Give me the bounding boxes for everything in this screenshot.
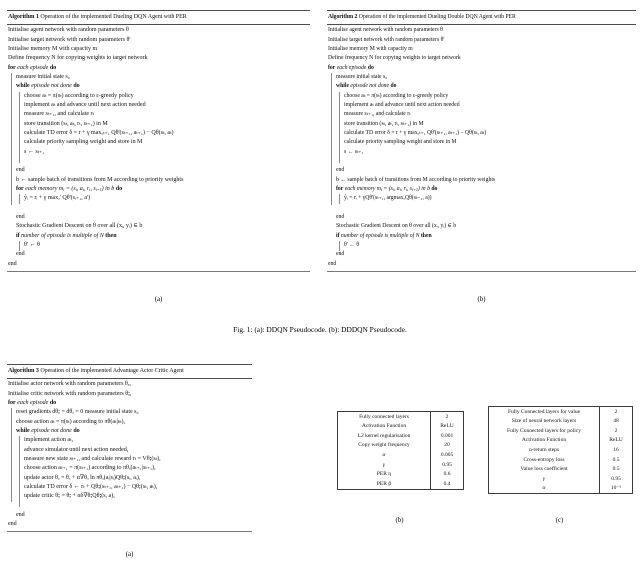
- table-row: [489, 445, 632, 455]
- alg-line-end: end: [16, 512, 25, 519]
- alg-while-body: [7, 436, 252, 511]
- table-b-value: 0.001: [440, 432, 454, 439]
- table-b-value: 2: [445, 413, 449, 420]
- table-b-key: γ: [338, 460, 431, 470]
- table-b-key: α: [338, 450, 431, 460]
- alg-line-while: while episode not done do: [16, 83, 80, 90]
- rule-bottom: [327, 271, 636, 272]
- subcaption-b-bottom: (b): [395, 517, 404, 524]
- alg-line: Initialise agent network with random parameters θ: [328, 27, 443, 34]
- figure-1-caption: Fig. 1: (a): DDQN Pseudocode. (b): DDDQN Pseudocode.: [233, 325, 407, 334]
- alg-line: measure initial state s₀: [16, 73, 70, 80]
- table-c-value: 48: [613, 418, 619, 425]
- indent-guide: [339, 92, 340, 163]
- alg-line-spacer: [7, 204, 310, 213]
- alg-line: choose aₜ = π(sₜ) according to ε-greedy policy: [344, 92, 449, 99]
- alg-line: s ← sₜ₊₁: [344, 148, 364, 155]
- alg-line: implement aₜ and advance until next action needed: [344, 101, 460, 108]
- table-c-value: 16: [613, 447, 619, 453]
- alg-line: Initialise memory M with capacity m: [8, 45, 98, 52]
- alg-for-body: [7, 408, 252, 520]
- alg-line: reset gradients dθꓼ = dθₐ = 0 measure initial state s₀: [16, 409, 139, 416]
- alg-line: update critic θꓼ = θꓼ + αδ∇θꓼQθꓼ(s, a),: [24, 493, 115, 500]
- alg-line: Initialise actor network with random parameters θₐ,: [8, 381, 131, 388]
- table-row: [489, 474, 632, 484]
- subcaption-a-bottom: (a): [125, 551, 134, 558]
- alg-line-end: end: [8, 260, 17, 267]
- alg-for-memory-body: [7, 194, 310, 203]
- alg-for-body: [7, 73, 310, 260]
- parameter-table-c: [488, 406, 633, 494]
- table-c-value: 0.5: [612, 466, 620, 473]
- table-c-key: Value loss coefficient: [489, 464, 600, 474]
- alg-line: measure sₜ₊₁, and calculate rₜ: [344, 111, 411, 118]
- alg-line: θ' ← θ: [24, 242, 40, 249]
- alg-line: Stochastic Gradient Descent on θ over all (xᵢ, yᵢ) ∈ b: [16, 223, 143, 230]
- alg-line-for-memory: for each memory $m_i = (s_i$, $a_i$, $r_i$, $s_{i+1}$) in b do: [16, 186, 123, 193]
- alg-line: b ← sample batch of transitions from M according to priority weights: [16, 176, 184, 183]
- alg-line: calculate TD error δ = r + γ maxₐₜ₊₁ Qθ'(sₜ₊₁, aₜ₊₁) − Qθ(sₜ, aₜ): [344, 130, 487, 136]
- table-b-key: Fully connected layers: [338, 412, 431, 422]
- alg-while-body: [7, 92, 310, 167]
- table-c-value: ReLU: [609, 437, 623, 444]
- table-row: [338, 479, 463, 489]
- alg-line-if: if number of episode is multiple of N then: [336, 232, 432, 239]
- table-b-key: L2 kernel regularisation: [338, 431, 431, 441]
- alg-line: ŷᵢ = rᵢ + γ maxₐ' Qθ'(sᵢ₊₁, a'): [24, 195, 90, 202]
- alg-line: Stochastic Gradient Descent on θ over all (xᵢ, yᵢ) ∈ b: [336, 223, 457, 230]
- table-row: [489, 455, 632, 465]
- alg-line: update actor θₐ = θₐ + α∇θₐ ln πθₐ(aᵢ|sᵢ)Qθꓼ(sᵢ, aᵢ),: [24, 474, 141, 481]
- table-c-value: 2: [614, 408, 618, 415]
- subcaption-c-bottom: (c): [555, 517, 564, 524]
- table-b-value: 0.005: [440, 452, 454, 458]
- indent-guide: [19, 436, 20, 507]
- table-c-value: 0.95: [611, 475, 621, 482]
- alg-line-end: end: [328, 260, 337, 267]
- alg-line-end: end: [8, 521, 17, 528]
- alg-line: measure initial state s₀: [336, 73, 388, 80]
- table-row: [338, 422, 463, 432]
- alg-line-end: end: [16, 214, 25, 221]
- alg-for-body: [327, 73, 636, 260]
- alg-line: Initialise target network with random parameters θ': [8, 36, 131, 43]
- alg-line: store transition (sₜ, aₜ, rₜ, sₜ₊₁) in M: [24, 120, 108, 127]
- alg-line-for-memory: for each memory $m_i = (s_i$, $a_i$, $r_i$, $s_{i+1}$) in b do: [336, 186, 438, 193]
- alg-line: calculate priority sampling weight and store in M: [24, 139, 143, 146]
- table-c-key: n-return steps: [489, 445, 600, 455]
- algorithm-1-title: [7, 11, 310, 23]
- table-b-key: PER β: [338, 479, 431, 489]
- table-b-key: PER η: [338, 469, 431, 479]
- alg-line: Initialise memory M with capacity m: [328, 45, 413, 52]
- table-b-value: ReLU: [440, 423, 454, 430]
- alg-line: calculate TD error δ ← rₜ + Qθꓼ(sₜ₊₁, aₜ₊₁) − Qθꓼ(sₜ, aₜ),: [24, 484, 158, 490]
- table-b-key: Activation Function: [338, 422, 431, 432]
- alg-line-end: end: [16, 167, 25, 174]
- table-c-key: Size of neural network layers: [489, 417, 600, 427]
- alg-line-end: end: [336, 251, 345, 258]
- alg-line-if: if number of episode is multiple of N then: [16, 232, 117, 239]
- algorithm-2-title: [327, 11, 636, 23]
- table-row: [489, 426, 632, 436]
- indent-guide: [339, 194, 340, 203]
- indent-guide: [339, 241, 340, 250]
- indent-guide: [19, 194, 20, 203]
- table-b-value: 20: [444, 442, 450, 449]
- alg-line: θ' ← θ: [344, 242, 360, 249]
- table-c-key: Cross-entropy loss: [489, 455, 600, 465]
- algorithm-3-number: Algorithm 3: [8, 367, 39, 374]
- table-row: [489, 484, 632, 494]
- indent-guide: [19, 241, 20, 250]
- alg-line-end: end: [336, 167, 345, 174]
- alg-line: calculate TD error δ = r + γ maxₐₜ₊₁ Qθ'(sₜ₊₁, aₜ₊₁) − Qθ(sₜ, aₜ): [24, 130, 174, 136]
- alg-line: choose aₜ = π(sₜ) according to ε-greedy policy: [24, 92, 134, 99]
- alg-line: choose action aₜ₊₁ = π(sₜ₊₁) according to πθₐ(aₜ₊₁|sₜ₊₁),: [24, 465, 156, 472]
- alg-line-end: end: [16, 251, 25, 258]
- table-c-key: Fully Connected layers for policy: [489, 426, 600, 436]
- alg-line: s ← sₜ₊₁: [24, 148, 45, 155]
- table-b-value: 0.4: [443, 480, 451, 487]
- table-b-value: 0.6: [443, 471, 451, 478]
- table-row: [338, 412, 463, 422]
- table-row: [338, 431, 463, 441]
- algorithm-3-body: [7, 379, 252, 530]
- alg-line: measure sₜ₊₁, and calculate rₜ: [24, 111, 94, 118]
- algorithm-1-title-text: Operation of the implemented Dueling DQN Agent with PER: [40, 13, 187, 20]
- table-c-key: α: [489, 484, 600, 494]
- table-c-key: Activation Function: [489, 436, 600, 446]
- algorithm-1-block: [7, 10, 310, 272]
- alg-line: implement action aₜ,: [24, 437, 73, 444]
- alg-line-spacer: [327, 204, 636, 213]
- alg-if-body: [327, 241, 636, 250]
- alg-line: ŷᵢ = rᵢ + γQθ'(sₜ₊₁, argmaxₐQθ(sₜ₋₁, a)): [344, 195, 432, 202]
- alg-line-for: for each episode do: [328, 64, 374, 71]
- algorithm-3-block: [7, 364, 252, 532]
- table-row: [489, 417, 632, 427]
- table-row: [489, 464, 632, 474]
- rule-bottom: [7, 531, 252, 532]
- algorithm-1-number: Algorithm 1: [8, 13, 39, 20]
- alg-line-end: end: [336, 214, 345, 221]
- table-c-value: 2: [614, 427, 618, 434]
- indent-guide: [19, 92, 20, 163]
- algorithm-1-body: [7, 25, 310, 269]
- subcaption-b-top: (b): [477, 296, 486, 303]
- alg-line: b ← sample batch of transitions from M according to priority weights: [336, 176, 496, 183]
- alg-line: Initialise target network with random parameters θ': [328, 36, 445, 43]
- alg-line: advance simulator until next action needed,: [24, 446, 129, 453]
- alg-line-spacer: [7, 157, 310, 166]
- table-c-value: 10⁻⁵: [610, 485, 622, 492]
- algorithm-2-title-text: Operation of the implemented Dueling Double DQN Agent with PER: [358, 13, 516, 20]
- table-row: [338, 460, 463, 470]
- algorithm-3-title-text: Operation of the implemented Advantage Actor Critic Agent: [40, 367, 184, 374]
- algorithm-2-block: [327, 10, 636, 272]
- table-row: [338, 441, 463, 451]
- table-b-key: Copy weight frequency: [338, 441, 431, 451]
- algorithm-2-number: Algorithm 2: [328, 13, 358, 20]
- alg-line-while: while episode not done do: [336, 83, 397, 90]
- table-row: [489, 407, 632, 417]
- alg-line: store transition (sₜ, aₜ, rₜ, sₜ₊₁) in M: [344, 120, 424, 127]
- table-b-body: [338, 412, 463, 489]
- alg-line: choose action aₜ = π(sₜ) according to πθ(aₜ|sₜ),: [16, 418, 125, 425]
- table-row: [338, 450, 463, 460]
- table-c-body: [489, 407, 632, 493]
- table-c-key: γ: [489, 474, 600, 484]
- algorithm-2-body: [327, 25, 636, 269]
- alg-line: implement aₜ and advance until next action needed: [24, 101, 146, 108]
- table-c-value: 0.5: [612, 456, 620, 463]
- alg-while-body: [327, 92, 636, 167]
- alg-line-while: while episode not done do: [16, 427, 80, 434]
- alg-line: Define frequency N for copying weights to target network: [8, 55, 148, 62]
- alg-line-spacer: [7, 502, 252, 511]
- alg-for-memory-body: [327, 194, 636, 203]
- alg-line: Define frequency N for copying weights to target network: [328, 55, 461, 62]
- table-b-value: 0.95: [442, 461, 452, 468]
- alg-line-spacer: [327, 157, 636, 166]
- table-row: [489, 436, 632, 446]
- table-row: [338, 469, 463, 479]
- table-c-key: Fully Connected layers for value: [489, 407, 600, 417]
- rule-bottom: [7, 271, 310, 272]
- alg-line: calculate priority sampling weight and store in M: [344, 139, 457, 146]
- algorithm-3-title: [7, 365, 252, 377]
- alg-if-body: [7, 241, 310, 250]
- subcaption-a-top: (a): [154, 296, 163, 303]
- parameter-table-b: [337, 411, 464, 490]
- alg-line-for: for each episode do: [8, 399, 57, 406]
- alg-line: Initialise agent network with random parameters θ: [8, 27, 129, 34]
- alg-line: Initialise critic network with random parameters θꓼ,: [8, 390, 132, 397]
- alg-line: measure new state sₜ₊₁, and calculate reward rₜ = Vθꓼ(sₜ),: [24, 455, 161, 462]
- alg-line-for: for each episode do: [8, 64, 57, 71]
